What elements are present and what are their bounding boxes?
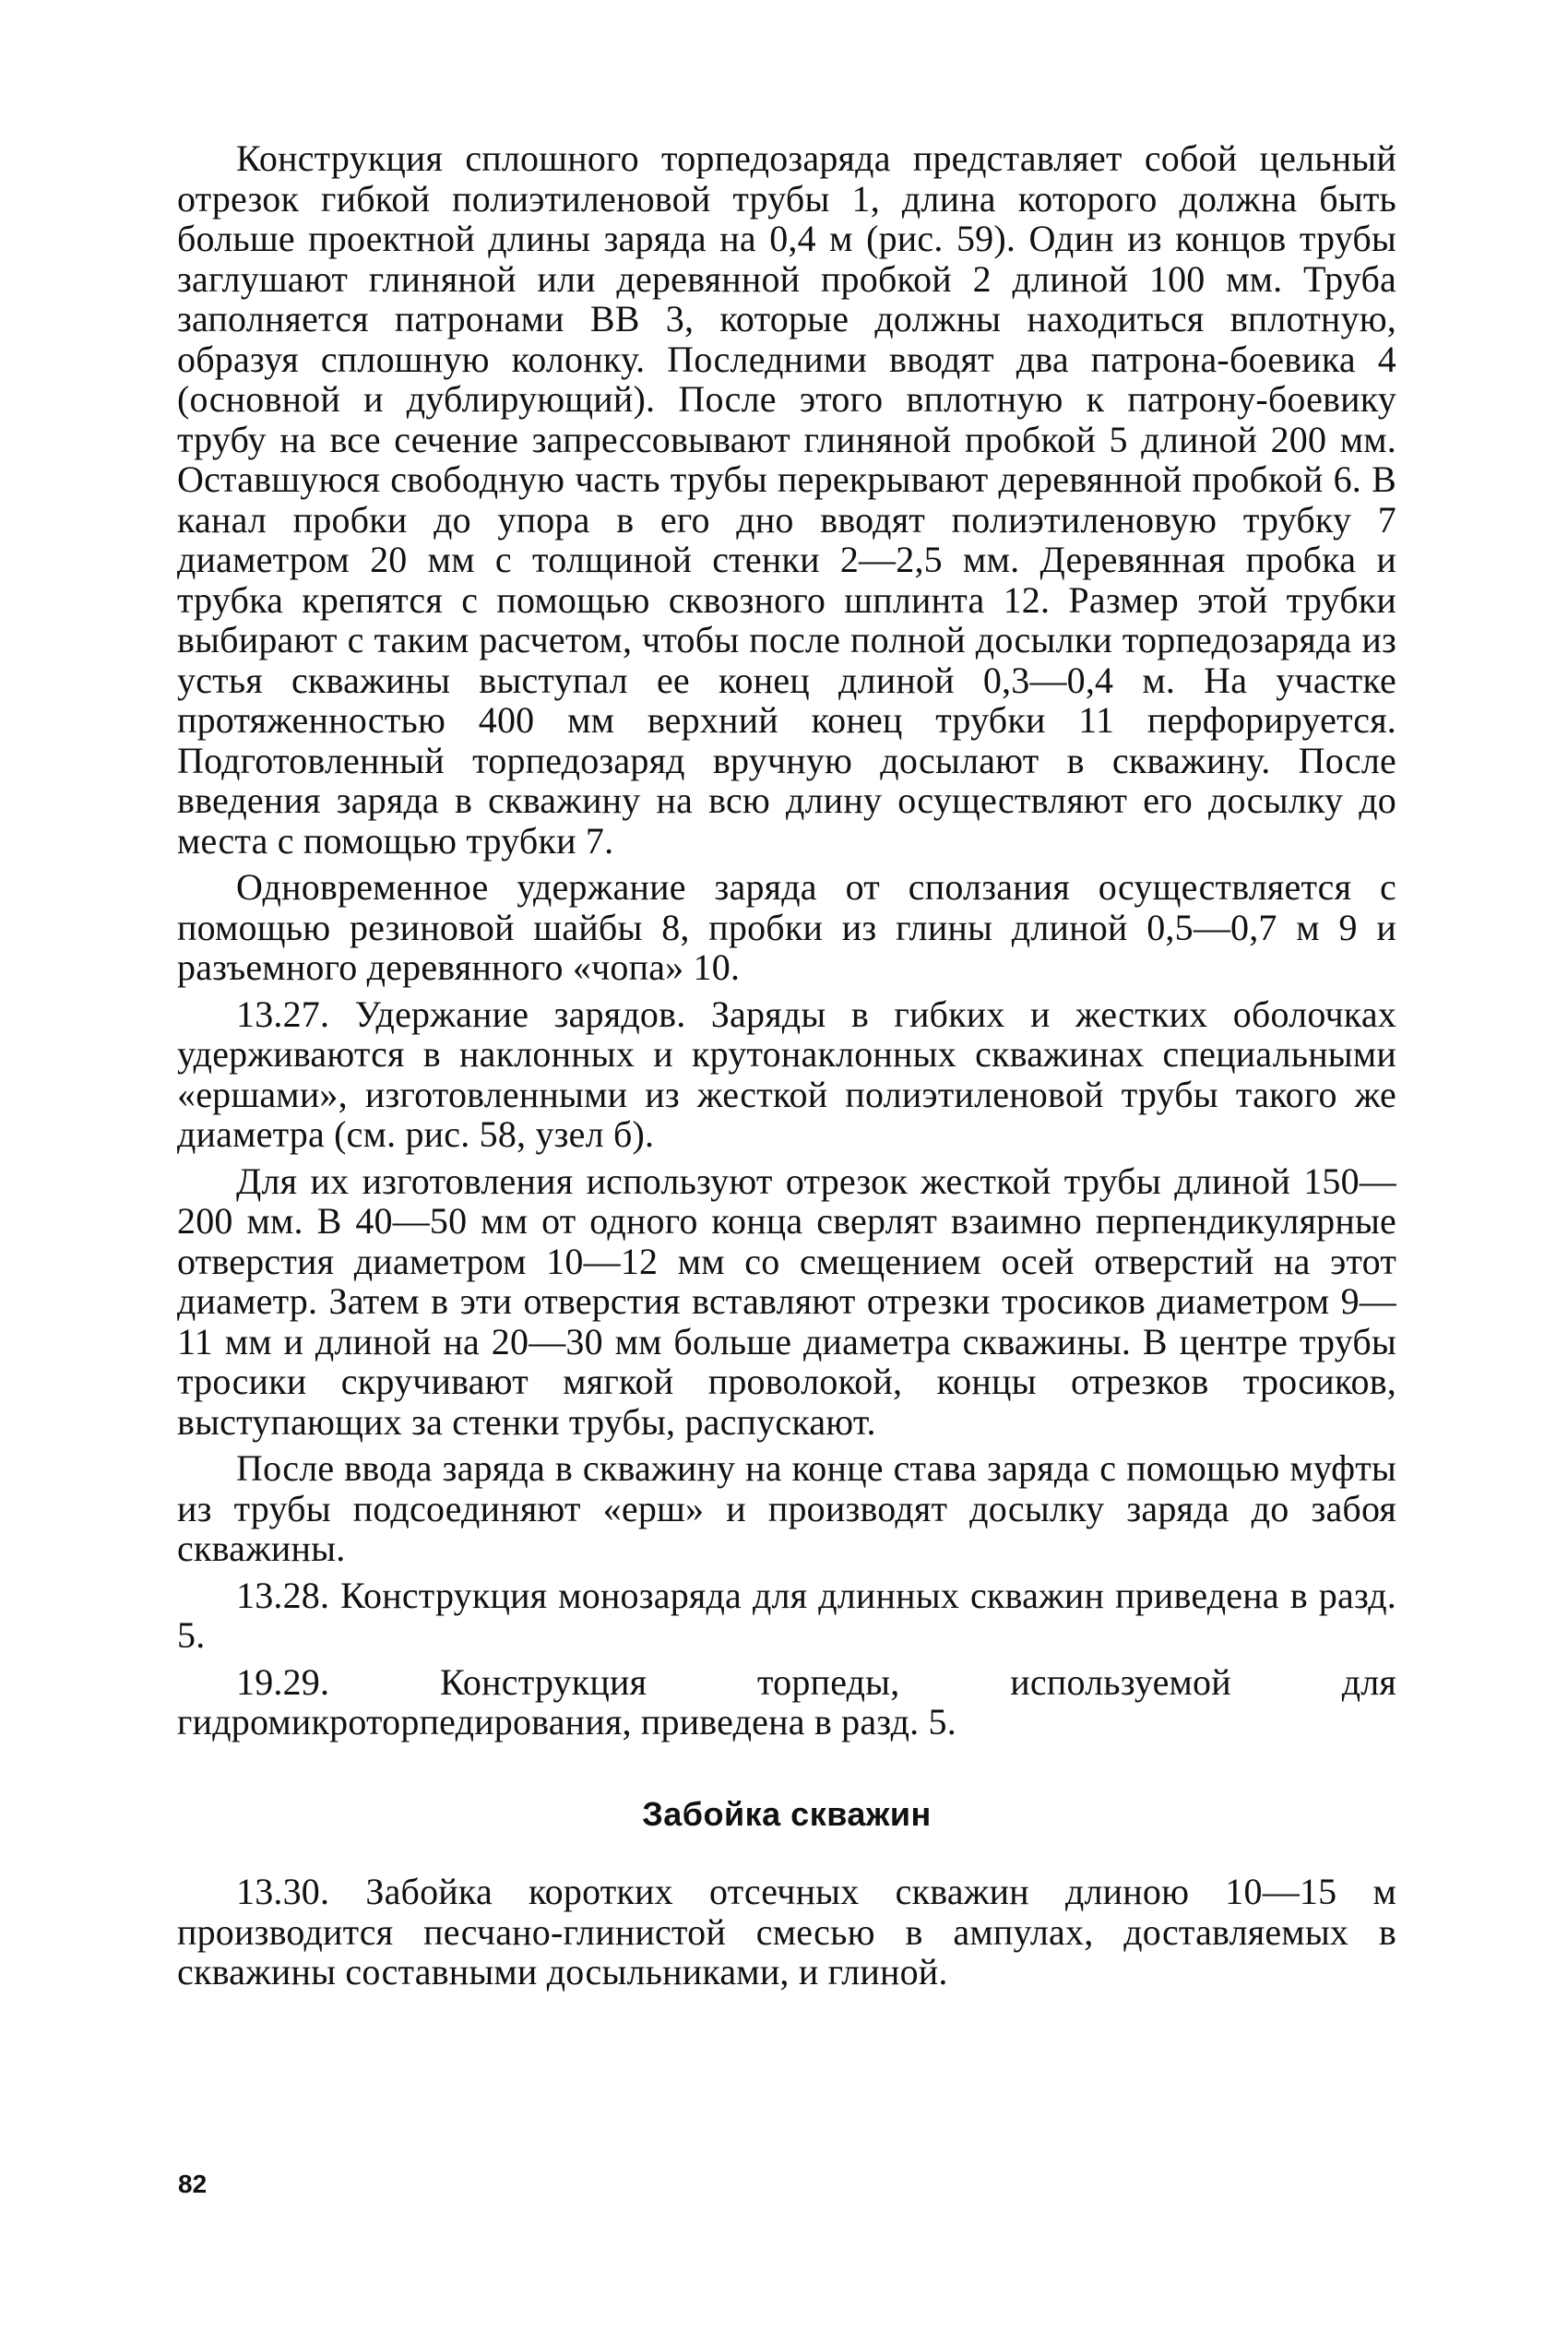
section-heading: Забойка скважин [642, 1794, 932, 1833]
paragraph-13-27: 13.27. Удержание зарядов. Заряды в гибких и жестких оболочках удерживаются в наклонных и крутонаклонных скважинах специальными «ершами», изготовленными из жесткой полиэтиленовой трубы такого же диаметра (см. рис. 58, узел б). [177, 993, 1396, 1155]
paragraph-torpedo-construction: Конструкция сплошного торпедозаряда представляет собой цельный отрезок гибкой полиэтиленовой трубы 1, длина которого должна быть больше проектной длины заряда на 0,4 м (рис. 59). Один из концов трубы заглушают глиняной или деревянной пробкой 2 длиной 100 мм. Труба заполняется патронами ВВ 3, которые должны находиться вплотную, образуя сплошную колонку. Последними вводят два патрона-боевика 4 (основной и дублирующий). После этого вплотную к патрону-боевику трубу на все сечение запрессовывают глиняной пробкой 5 длиной 200 мм. Оставшуюся свободную часть трубы перекрывают деревянной пробкой 6. В канал пробки до упора в его дно вводят полиэтиленовую трубку 7 диаметром 20 мм с толщиной стенки 2—2,5 мм. Деревянная пробка и трубка крепятся с помощью сквозного шплинта 12. Размер этой трубки выбирают с таким расчетом, чтобы после полной досылки торпедозаряда из устья скважины выступал ее конец длиной 0,3—0,4 м. На участке протяженностью 400 мм верхний конец трубки 11 перфорируется. Подготовленный торпедозаряд вручную досылают в скважину. После введения заряда в скважину на всю длину осуществляют его досылку до места с помощью трубки 7. [177, 137, 1396, 862]
paragraph-13-30: 13.30. Забойка коротких отсечных скважин длиною 10—15 м производится песчано-глинистой смесью в ампулах, доставляемых в скважины составными досыльниками, и глиной. [177, 1871, 1396, 1992]
paragraph-13-28: 13.28. Конструкция монозаряда для длинных скважин приведена в разд. 5. [177, 1574, 1396, 1656]
paragraph-ersh-connection: После ввода заряда в скважину на конце става заряда с помощью муфты из трубы подсоединяют «ерш» и производят досылку заряда до забоя скважины. [177, 1447, 1396, 1569]
paragraph-ersh-manufacturing: Для их изготовления используют отрезок жесткой трубы длиной 150—200 мм. В 40—50 мм от одного конца сверлят взаимно перпендикулярные отверстия диаметром 10—12 мм со смещением осей отверстий на этот диаметр. Затем в эти отверстия вставляют отрезки тросиков диаметром 9—11 мм и длиной на 20—30 мм больше диаметра скважины. В центре трубы тросики скручивают мягкой проволокой, концы отрезков тросиков, выступающих за стенки трубы, распускают. [177, 1160, 1396, 1443]
page-body [177, 138, 1396, 1992]
page-number: 82 [178, 2170, 208, 2198]
paragraph-19-29: 19.29. Конструкция торпеды, используемой для гидромикроторпедирования, приведена в разд. 5. [177, 1660, 1396, 1742]
paragraph-charge-holding: Одновременное удержание заряда от сползания осуществляется с помощью резиновой шайбы 8, пробки из глины длиной 0,5—0,7 м 9 и разъемного деревянного «чопа» 10. [177, 866, 1396, 988]
